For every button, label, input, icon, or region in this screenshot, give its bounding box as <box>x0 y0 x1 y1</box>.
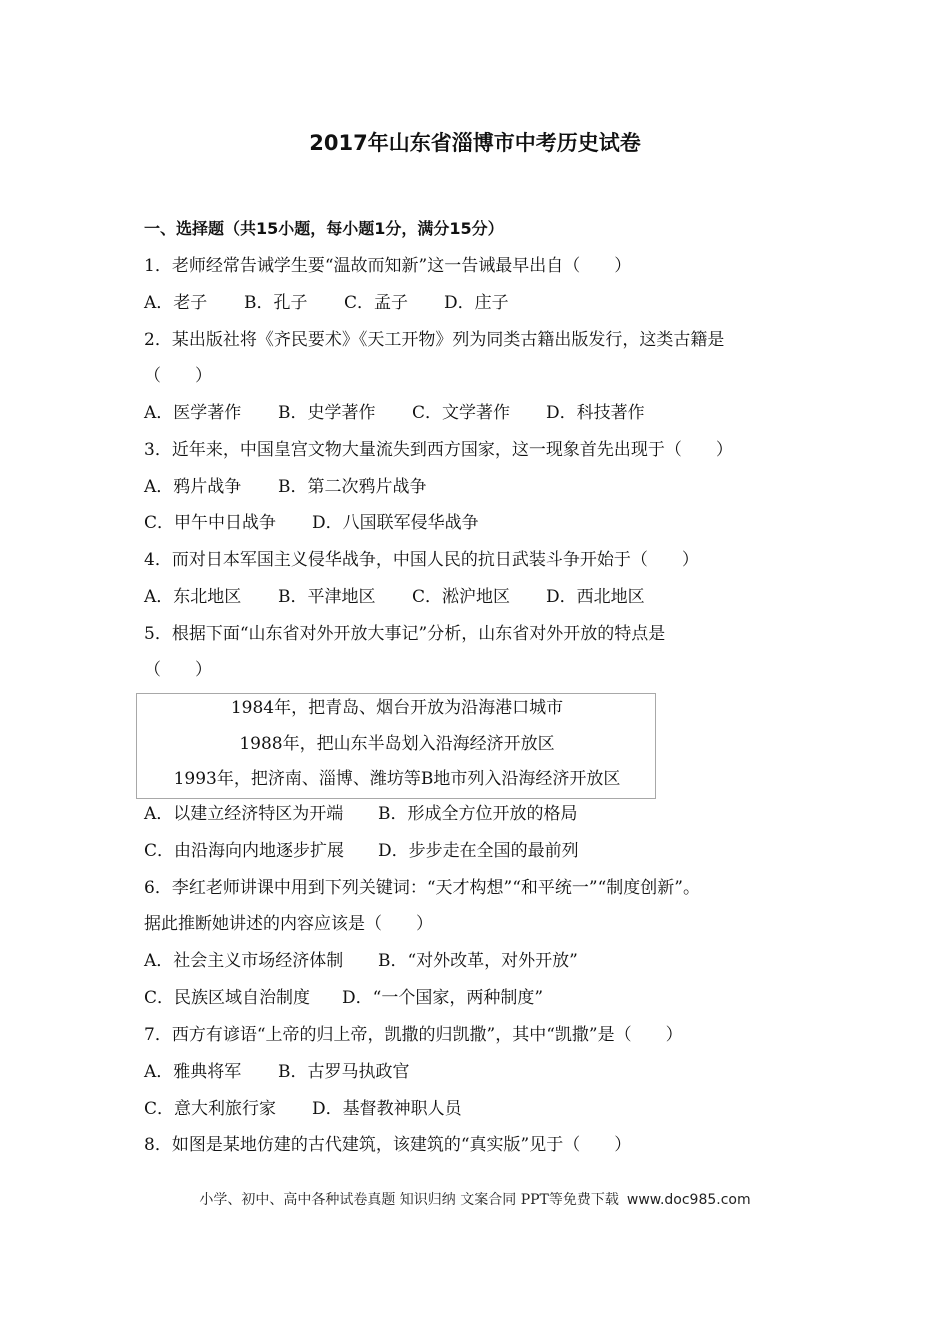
option-c: C．孟子 <box>344 293 409 313</box>
question-7-stem: 7．西方有谚语“上帝的归上帝，凯撒的归凯撒”，其中“凯撒”是（ ） <box>144 1025 683 1045</box>
question-5-stem: 5．根据下面“山东省对外开放大事记”分析，山东省对外开放的特点是 <box>144 624 666 644</box>
option-c: C．由沿海向内地逐步扩展 <box>144 841 345 861</box>
question-3-options-row1 <box>144 474 844 500</box>
question-1-stem: 1．老师经常告诫学生要“温故而知新”这一告诫最早出自（ ） <box>144 256 632 276</box>
option-b: B．史学著作 <box>278 403 376 423</box>
question-5-paren: （ ） <box>144 660 212 680</box>
question-3-stem: 3．近年来，中国皇宫文物大量流失到西方国家，这一现象首先出现于（ ） <box>144 440 733 460</box>
question-5-options-row1 <box>144 801 844 827</box>
option-d: D．八国联军侵华战争 <box>312 513 479 533</box>
option-a: A．社会主义市场经济体制 <box>144 951 344 971</box>
event-1988: 1988年，把山东半岛划入沿海经济开放区 <box>239 734 555 754</box>
option-a: A．东北地区 <box>144 587 242 607</box>
option-a: A．医学著作 <box>144 403 242 423</box>
option-b: B．孔子 <box>244 293 308 313</box>
question-7-options-row2 <box>144 1096 844 1122</box>
option-c: C．民族区域自治制度 <box>144 988 311 1008</box>
question-2-options <box>144 400 844 426</box>
option-a: A．老子 <box>144 293 208 313</box>
option-c: C．文学著作 <box>412 403 511 423</box>
question-8-stem: 8．如图是某地仿建的古代建筑，该建筑的“真实版”见于（ ） <box>144 1135 632 1155</box>
option-a: A．以建立经济特区为开端 <box>144 804 344 824</box>
question-7-options-row1 <box>144 1059 844 1085</box>
option-b: B．第二次鸦片战争 <box>278 477 427 497</box>
option-b: B．“对外改革，对外开放” <box>378 951 578 971</box>
page-title: 2017年山东省淄博市中考历史试卷 <box>309 131 641 155</box>
footer-link[interactable]: www.doc985.com <box>626 1192 751 1208</box>
event-1993: 1993年，把济南、淄博、潍坊等B地市列入沿海经济开放区 <box>173 769 621 789</box>
option-a: A．雅典将军 <box>144 1062 242 1082</box>
footer-text: 小学、初中、高中各种试卷真题 知识归纳 文案合同 PPT等免费下载 <box>199 1192 619 1208</box>
option-c: C．意大利旅行家 <box>144 1099 277 1119</box>
question-4-options <box>144 584 844 610</box>
option-b: B．平津地区 <box>278 587 376 607</box>
question-2-stem: 2．某出版社将《齐民要术》《天工开物》列为同类古籍出版发行，这类古籍是 <box>144 330 725 350</box>
option-d: D．步步走在全国的最前列 <box>378 841 579 861</box>
option-d: D．庄子 <box>444 293 509 313</box>
question-4-stem: 4．而对日本军国主义侵华战争，中国人民的抗日武装斗争开始于（ ） <box>144 550 699 570</box>
question-3-options-row2 <box>144 510 844 536</box>
question-5-options-row2 <box>144 838 844 864</box>
option-d: D．科技著作 <box>546 403 645 423</box>
question-6-stem: 6．李红老师讲课中用到下列关键词：“天才构想”“和平统一”“制度创新”。 <box>144 878 700 898</box>
question-6-options-row2 <box>144 985 844 1011</box>
option-c: C．甲午中日战争 <box>144 513 277 533</box>
question-1-options <box>144 290 844 316</box>
question-6-options-row1 <box>144 948 844 974</box>
option-d: D．“一个国家，两种制度” <box>342 988 544 1008</box>
option-b: B．形成全方位开放的格局 <box>378 804 578 824</box>
option-c: C．淞沪地区 <box>412 587 511 607</box>
option-b: B．古罗马执政官 <box>278 1062 410 1082</box>
question-2-paren: （ ） <box>144 366 212 386</box>
option-d: D．西北地区 <box>546 587 645 607</box>
events-box <box>136 693 656 799</box>
section-heading: 一、选择题（共15小题，每小题1分，满分15分） <box>144 219 504 238</box>
option-a: A．鸦片战争 <box>144 477 242 497</box>
page-footer <box>0 1189 950 1211</box>
question-6-stem-cont: 据此推断她讲述的内容应该是（ ） <box>144 914 433 934</box>
option-d: D．基督教神职人员 <box>312 1099 462 1119</box>
event-1984: 1984年，把青岛、烟台开放为沿海港口城市 <box>230 698 564 718</box>
